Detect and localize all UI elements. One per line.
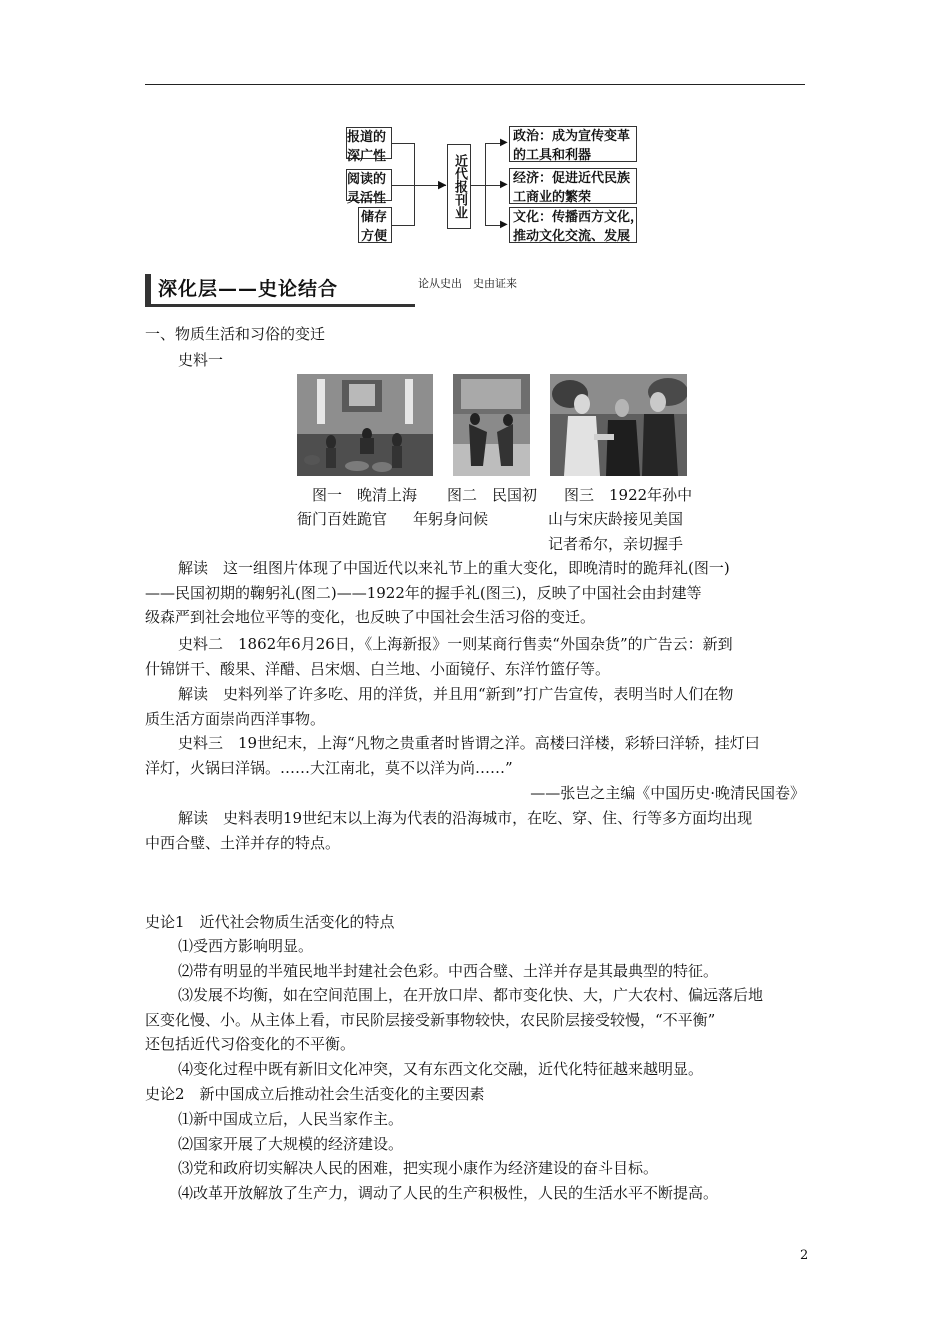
material-3-source: ——张岂之主编《中国历史·晚清民国卷》 <box>530 784 805 802</box>
diagram-left-box-1 <box>346 127 392 164</box>
text-line: 中西合璧、土洋并存的特点。 <box>145 833 341 852</box>
section-underline <box>145 304 415 307</box>
arrow-right-icon: ▶ <box>500 219 508 230</box>
thesis-1-title: 史论1 近代社会物质生活变化的特点 <box>145 913 395 931</box>
diagram-right-box-1 <box>509 126 637 162</box>
arrow-right-icon: ▶ <box>500 179 508 190</box>
diagram-text: 文化：传播西方文化， <box>513 210 644 225</box>
list-item: ⑵带有明显的半殖民地半封建社会色彩。中西合璧、土洋并存是其最典型的特征。 <box>178 961 719 980</box>
diagram-right-box-3 <box>509 207 644 244</box>
caption-3-line-1: 图三 1922年孙中 <box>564 486 693 504</box>
diagram-right-box-2 <box>509 168 637 204</box>
diagram-text: 经济：促进近代民族 <box>513 171 631 186</box>
list-item: ⑴新中国成立后，人民当家作主。 <box>178 1110 404 1128</box>
thesis-1-items <box>145 934 763 1081</box>
heading-material-life: 一、物质生活和习俗的变迁 <box>145 325 326 343</box>
material-2 <box>145 632 733 681</box>
interpretation-3 <box>145 806 752 855</box>
caption-1-line-1: 图一 晚清上海 <box>312 486 418 504</box>
diagram-text: 阅读的 <box>347 172 387 187</box>
diagram-text: 方便 <box>361 229 388 244</box>
diagram-text: 储存 <box>361 210 388 225</box>
list-item: ⑷变化过程中既有新旧文化冲突，又有东西文化交融，近代化特征越来越明显。 <box>178 1059 704 1078</box>
arrow-right-icon: ▶ <box>500 137 508 148</box>
diagram-text: 报道的 <box>347 130 387 145</box>
section-marker <box>145 274 151 304</box>
diagram-text: 工商业的繁荣 <box>513 190 592 205</box>
text-line: ——民国初期的鞠躬礼(图二)——1922年的握手礼(图三)，反映了中国社会由封建等 <box>145 583 702 602</box>
list-item: ⑶党和政府切实解决人民的困难，把实现小康作为经济建设的奋斗目标。 <box>178 1159 659 1177</box>
material-1-label: 史料一 <box>178 351 224 369</box>
material-3 <box>145 731 760 780</box>
text-line: 什锦饼干、酸果、洋醋、吕宋烟、白兰地、小面镜仔、东洋竹篮仔等。 <box>145 659 611 678</box>
section-title: 深化层——史论结合 <box>158 278 339 300</box>
text-line: 解读 这一组图片体现了中国近代以来礼节上的重大变化，即晚清时的跪拜礼(图一) <box>178 559 730 577</box>
photo-kneeling-yamen <box>297 374 433 476</box>
caption-3-line-2: 山与宋庆龄接见美国 <box>548 510 684 528</box>
thesis-2-items <box>145 1107 718 1205</box>
text-line: 级森严到社会地位平等的变化，也反映了中国社会生活习俗的变迁。 <box>145 608 596 626</box>
diagram-left-box-2 <box>346 169 392 206</box>
interpretation-2 <box>145 682 733 731</box>
interpretation-1 <box>145 556 730 630</box>
diagram-text: 深广性 <box>347 149 387 164</box>
list-item-cont: 区变化慢、小。从主体上看，市民阶层接受新事物较快，农民阶层接受较慢，“不平衡” <box>145 1010 716 1029</box>
caption-1-line-2: 衙门百姓跪官 <box>297 510 388 528</box>
arrow-right-icon: ▶ <box>438 178 447 191</box>
top-rule <box>145 84 805 85</box>
caption-2-line-2: 年躬身问候 <box>413 510 489 528</box>
text-line: 质生活方面崇尚西洋事物。 <box>145 709 326 728</box>
photo-bowing-greeting <box>453 374 530 476</box>
text-line: 史料三 19世纪末，上海“凡物之贵重者时皆谓之洋。高楼曰洋楼，彩轿曰洋轿，挂灯曰 <box>178 734 760 752</box>
text-line: 解读 史料表明19世纪末以上海为代表的沿海城市，在吃、穿、住、行等多方面均出现 <box>178 809 753 827</box>
text-line: 洋灯，火锅曰洋锅。……大江南北，莫不以洋为尚……” <box>145 758 513 777</box>
section-subtitle: 论从史出 史由证来 <box>418 277 517 290</box>
thesis-2-title: 史论2 新中国成立后推动社会生活变化的主要因素 <box>145 1085 485 1103</box>
list-item-cont: 还包括近代习俗变化的不平衡。 <box>145 1035 356 1053</box>
list-item: ⑵国家开展了大规模的经济建设。 <box>178 1134 404 1153</box>
list-item: ⑴受西方影响明显。 <box>178 937 314 955</box>
diagram-left-box-3 <box>358 207 392 243</box>
diagram-center-box <box>447 144 471 229</box>
text-line: 解读 史料列举了许多吃、用的洋货，并且用“新到”打广告宣传，表明当时人们在物 <box>178 685 734 703</box>
caption-2-line-1: 图二 民国初 <box>447 486 538 504</box>
list-item: ⑷改革开放解放了生产力，调动了人民的生产积极性，人民的生活水平不断提高。 <box>178 1183 719 1202</box>
list-item: ⑶发展不均衡，如在空间范围上，在开放口岸、都市变化快、大，广大农村、偏远落后地 <box>178 986 764 1004</box>
text-line: 史料二 1862年6月26日，《上海新报》一则某商行售卖“外国杂货”的广告云：新到 <box>178 635 733 653</box>
photo-handshake-1922 <box>550 374 687 476</box>
page-number: 2 <box>800 1248 809 1263</box>
diagram-text: 灵活性 <box>347 191 387 206</box>
caption-3-line-3: 记者希尔，亲切握手 <box>548 535 684 553</box>
diagram-center-label: 近代报刊业 <box>452 154 467 219</box>
diagram-text: 的工具和利器 <box>513 148 592 163</box>
diagram-text: 政治：成为宣传变革 <box>513 129 631 144</box>
diagram-text: 推动文化交流、发展 <box>513 229 631 244</box>
